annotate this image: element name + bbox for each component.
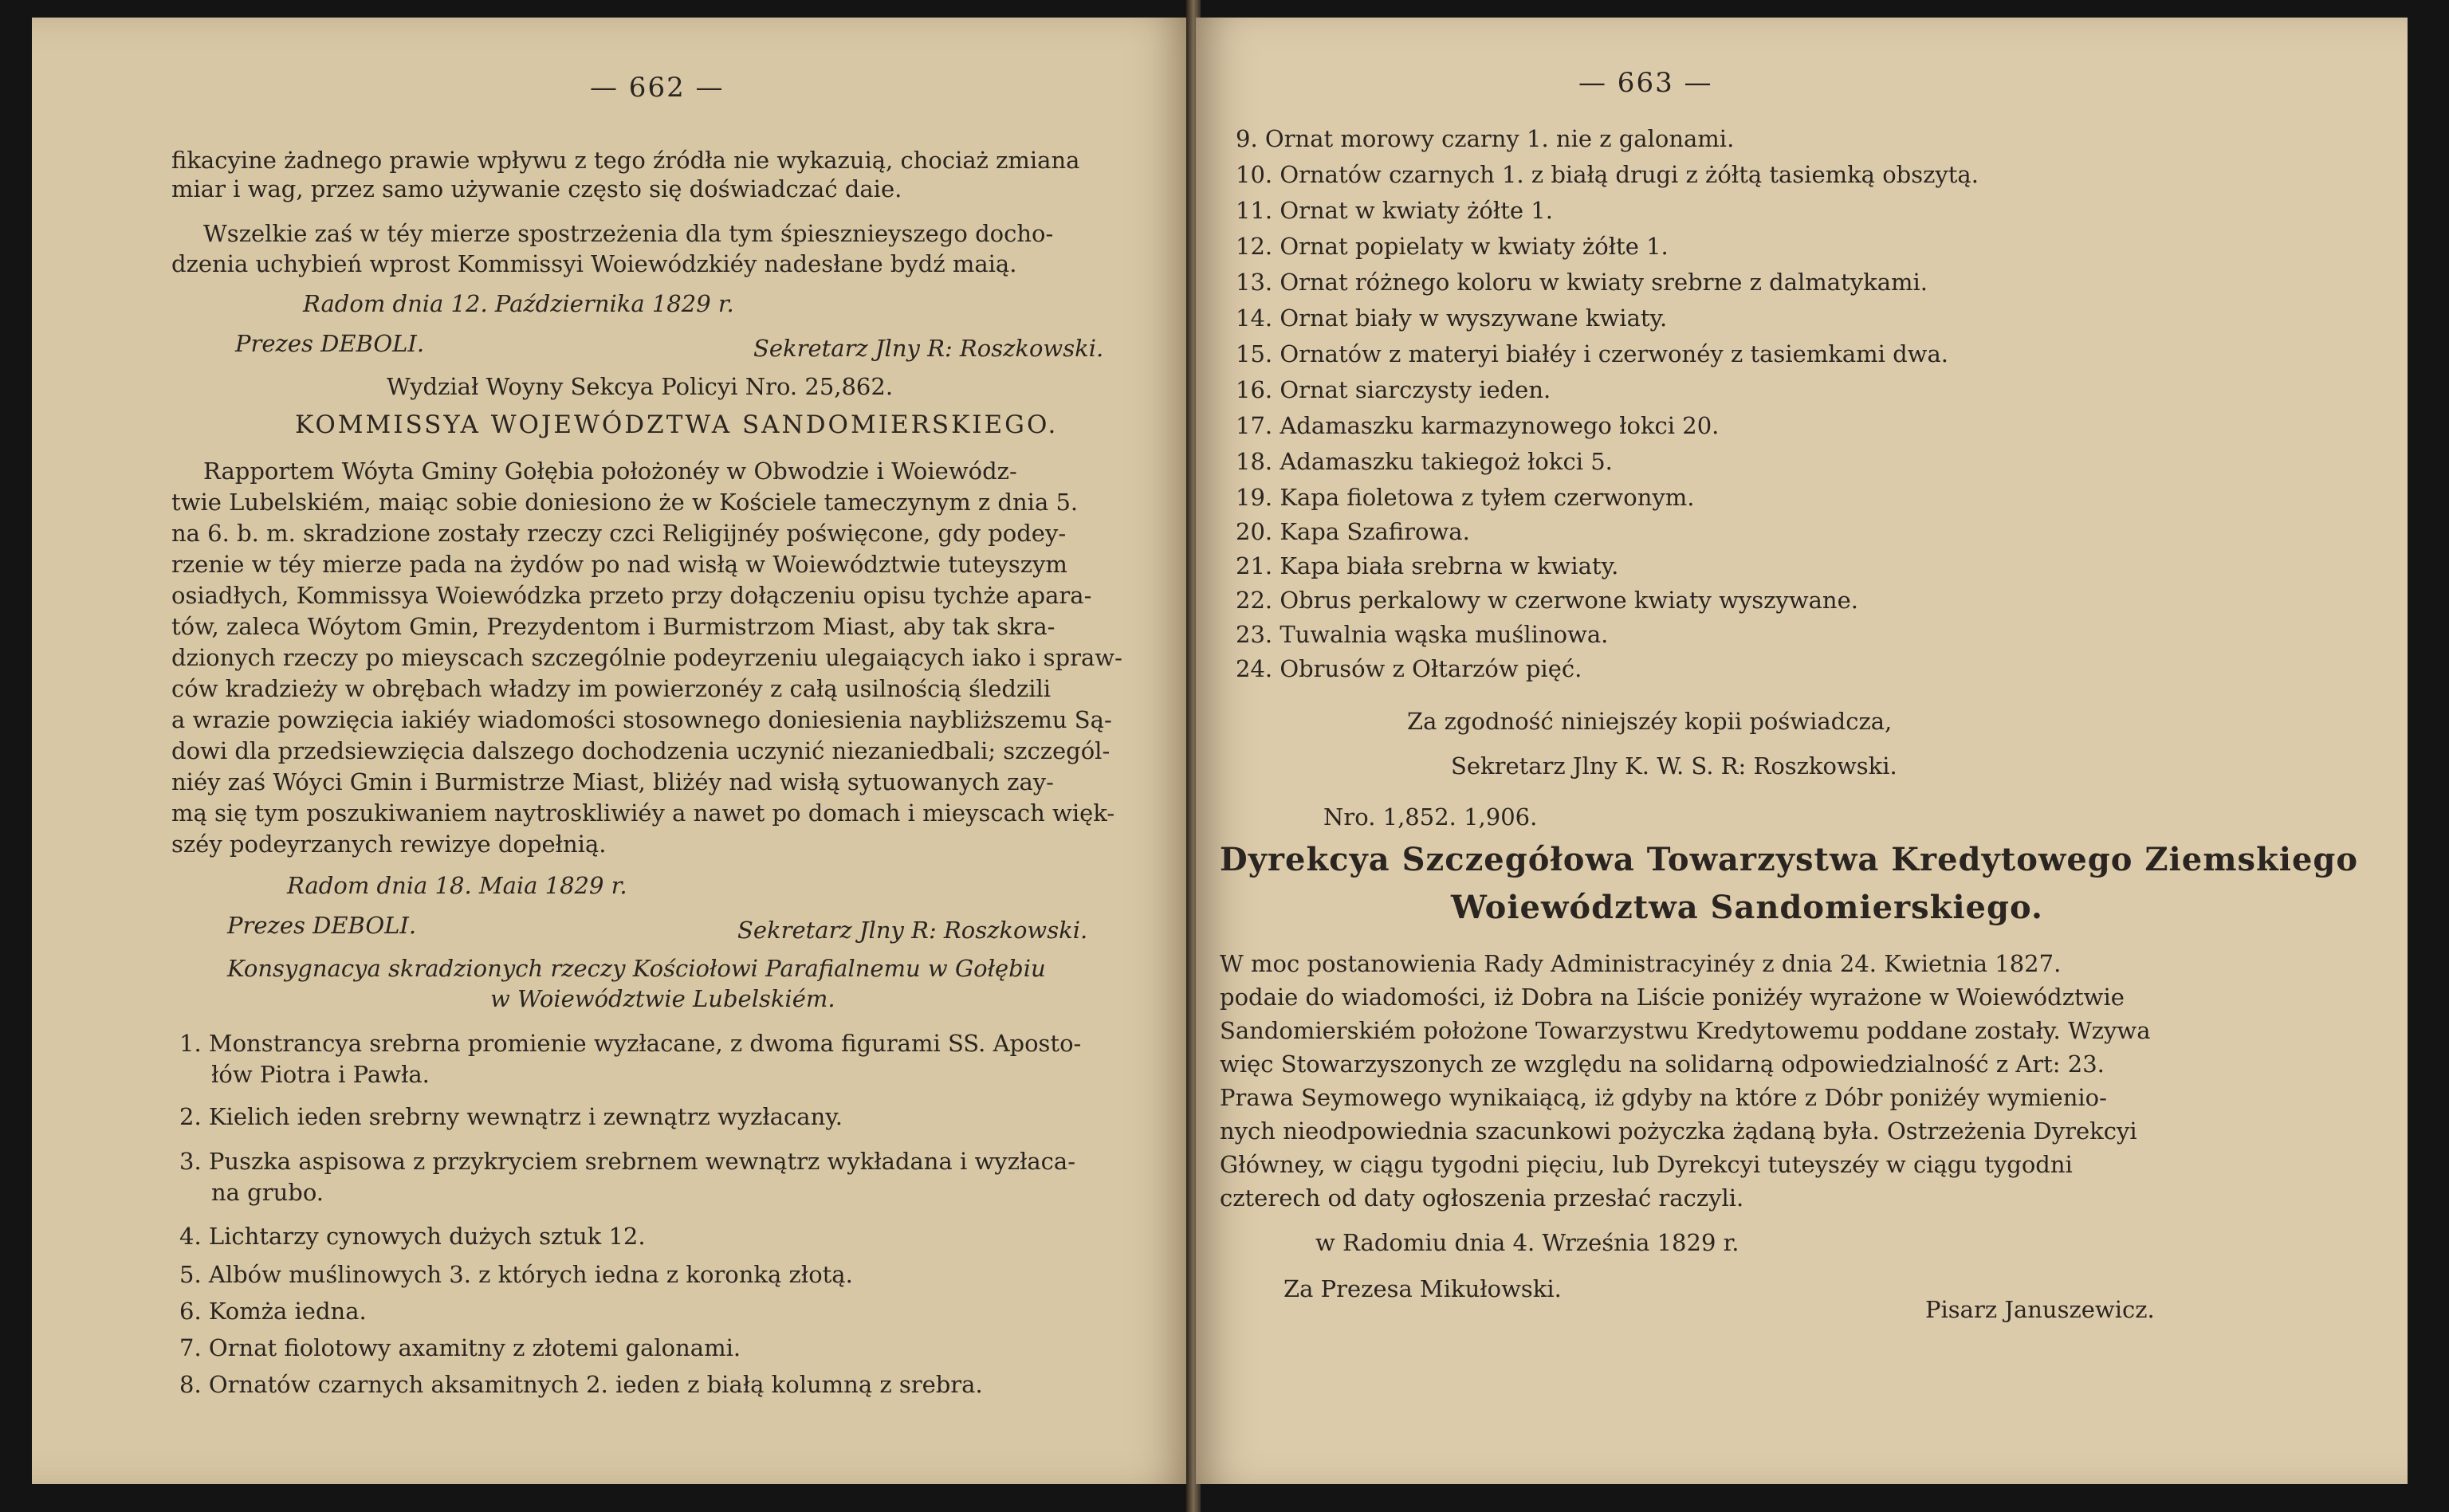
- text-line: széy podeyrzanych rewizye dopełnią.: [171, 831, 607, 858]
- list-item: na grubo.: [211, 1179, 324, 1206]
- text-line: miar i wag, przez samo używanie często się doświadczać daie.: [171, 175, 902, 202]
- text-line: czterech od daty ogłoszenia przesłać raczyli.: [1220, 1184, 1744, 1212]
- page-number: — 662 —: [590, 72, 725, 104]
- list-title: Konsygnacya skradzionych rzeczy Kościołowi Parafialnemu w Gołębiu: [227, 955, 1046, 982]
- signature-secretary: Sekretarz Jlny R: Roszkowski.: [737, 917, 1088, 944]
- text-line: W moc postanowienia Rady Administracyinéy z dnia 24. Kwietnia 1827.: [1220, 950, 2062, 977]
- list-item: 21. Kapa biała srebrna w kwiaty.: [1236, 552, 1619, 579]
- notice-heading: Woiewództwa Sandomierskiego.: [1451, 889, 2043, 926]
- department-line: Wydział Woyny Sekcya Policyi Nro. 25,862.: [387, 373, 894, 400]
- list-item: 13. Ornat różnego koloru w kwiaty srebrne z dalmatykami.: [1236, 269, 1928, 296]
- signature-secretary: Sekretarz Jlny R: Roszkowski.: [753, 335, 1104, 362]
- text-line: Wszelkie zaś w téy mierze spostrzeżenia dla tym śpiesznieyszego docho-: [203, 220, 1054, 247]
- signature-president: Prezes DEBOLI.: [227, 912, 417, 939]
- text-line: nych nieodpowiednia szacunkowi pożyczka żądaną była. Ostrzeżenia Dyrekcyi: [1220, 1117, 2137, 1145]
- section-heading: KOMMISSYA WOJEWÓDZTWA SANDOMIERSKIEGO.: [295, 410, 1059, 439]
- list-title: w Woiewództwie Lubelskiém.: [490, 985, 835, 1012]
- text-line: osiadłych, Kommissya Woiewódzka przeto przy dołączeniu opisu tychże apara-: [171, 582, 1092, 609]
- signature-clerk: Pisarz Januszewicz.: [1925, 1296, 2155, 1323]
- list-item: 8. Ornatów czarnych aksamitnych 2. ieden z białą kolumną z srebra.: [179, 1371, 983, 1398]
- list-item: 20. Kapa Szafirowa.: [1236, 518, 1470, 545]
- list-item: 3. Puszka aspisowa z przykryciem srebrnem wewnątrz wykładana i wyzłaca-: [179, 1148, 1075, 1175]
- right-page: [1196, 18, 2408, 1484]
- list-item: 24. Obrusów z Ołtarzów pięć.: [1236, 655, 1582, 682]
- text-line: dzenia uchybień wprost Kommissyi Woiewódzkiéy nadesłane bydź maią.: [171, 250, 1017, 277]
- date-line: w Radomiu dnia 4. Września 1829 r.: [1315, 1229, 1739, 1256]
- page-number: — 663 —: [1578, 67, 1713, 99]
- list-item: 11. Ornat w kwiaty żółte 1.: [1236, 197, 1553, 224]
- list-item: 6. Komża iedna.: [179, 1298, 367, 1325]
- list-item: 14. Ornat biały w wyszywane kwiaty.: [1236, 304, 1668, 332]
- list-item: 22. Obrus perkalowy w czerwone kwiaty wyszywane.: [1236, 587, 1858, 614]
- list-item: 5. Albów muślinowych 3. z których iedna z koronką złotą.: [179, 1261, 853, 1288]
- certification-line: Za zgodność niniejszéy kopii poświadcza,: [1407, 708, 1893, 735]
- text-line: Rapportem Wóyta Gminy Gołębia położonéy w Obwodzie i Woiewódz-: [203, 458, 1017, 485]
- list-item: 4. Lichtarzy cynowych dużych sztuk 12.: [179, 1223, 646, 1250]
- text-line: dowi dla przedsiewzięcia dalszego dochodzenia uczynić niezaniedbali; szczegól-: [171, 737, 1111, 764]
- list-item: 23. Tuwalnia wąska muślinowa.: [1236, 621, 1609, 648]
- notice-heading: Dyrekcya Szczegółowa Towarzystwa Kredytowego Ziemskiego: [1220, 841, 2359, 878]
- text-line: Główney, w ciągu tygodni pięciu, lub Dyrekcyi tuteyszéy w ciągu tygodni: [1220, 1151, 2073, 1178]
- text-line: niéy zaś Wóyci Gmin i Burmistrze Miast, bliżéy nad wisłą sytuowanych zay-: [171, 768, 1054, 795]
- list-item: 19. Kapa fioletowa z tyłem czerwonym.: [1236, 484, 1695, 511]
- text-line: rzenie w téy mierze pada na żydów po nad wisłą w Woiewództwie tuteyszym: [171, 551, 1067, 578]
- list-item: 10. Ornatów czarnych 1. z białą drugi z żółtą tasiemką obszytą.: [1236, 161, 1979, 188]
- left-page: [32, 18, 1189, 1484]
- list-item: 15. Ornatów z materyi białéy i czerwonéy z tasiemkami dwa.: [1236, 340, 1949, 367]
- text-line: podaie do wiadomości, iż Dobra na Liście poniżéy wyrażone w Woiewództwie: [1220, 984, 2125, 1011]
- date-line: Radom dnia 18. Maia 1829 r.: [287, 872, 627, 899]
- text-line: mą się tym poszukiwaniem naytroskliwiéy a nawet po domach i mieyscach więk-: [171, 799, 1115, 827]
- signature-secretary: Sekretarz Jlny K. W. S. R: Roszkowski.: [1451, 752, 1897, 780]
- list-item: 17. Adamaszku karmazynowego łokci 20.: [1236, 412, 1720, 439]
- reference-number: Nro. 1,852. 1,906.: [1323, 803, 1538, 831]
- list-item: 9. Ornat morowy czarny 1. nie z galonami.: [1236, 125, 1735, 152]
- signature-president: Prezes DEBOLI.: [235, 330, 425, 357]
- text-line: więc Stowarzyszonych ze względu na solidarną odpowiedzialność z Art: 23.: [1220, 1051, 2105, 1078]
- text-line: dzionych rzeczy po mieyscach szczególnie podeyrzeniu ulegaiących iako i spraw-: [171, 644, 1122, 671]
- text-line: ców kradzieży w obrębach władzy im powierzonéy z całą usilnością śledzili: [171, 675, 1052, 702]
- date-line: Radom dnia 12. Października 1829 r.: [303, 290, 734, 317]
- list-item: 7. Ornat fiolotowy axamitny z złotemi galonami.: [179, 1334, 741, 1361]
- list-item: łów Piotra i Pawła.: [211, 1061, 430, 1088]
- text-line: Prawa Seymowego wynikaiącą, iż gdyby na które z Dóbr poniżéy wymienio-: [1220, 1084, 2107, 1111]
- signature-president: Za Prezesa Mikułowski.: [1283, 1275, 1562, 1302]
- list-item: 12. Ornat popielaty w kwiaty żółte 1.: [1236, 233, 1669, 260]
- text-line: Sandomierskiém położone Towarzystwu Kredytowemu poddane zostały. Wzywa: [1220, 1017, 2151, 1044]
- list-item: 2. Kielich ieden srebrny wewnątrz i zewnątrz wyzłacany.: [179, 1103, 843, 1130]
- text-line: a wrazie powzięcia iakiéy wiadomości stosownego doniesienia naybliższemu Są-: [171, 706, 1112, 733]
- list-item: 1. Monstrancya srebrna promienie wyzłacane, z dwoma figurami SS. Aposto-: [179, 1030, 1082, 1057]
- text-line: fikacyine żadnego prawie wpływu z tego źródła nie wykazuią, chociaż zmiana: [171, 147, 1080, 174]
- text-line: na 6. b. m. skradzione zostały rzeczy czci Religijnéy poświęcone, gdy podey-: [171, 520, 1067, 547]
- text-line: tów, zaleca Wóytom Gmin, Prezydentom i Burmistrzom Miast, aby tak skra-: [171, 613, 1055, 640]
- text-line: twie Lubelskiém, maiąc sobie doniesiono że w Kościele tameczynym z dnia 5.: [171, 489, 1079, 516]
- list-item: 18. Adamaszku takiegoż łokci 5.: [1236, 448, 1613, 475]
- list-item: 16. Ornat siarczysty ieden.: [1236, 376, 1551, 403]
